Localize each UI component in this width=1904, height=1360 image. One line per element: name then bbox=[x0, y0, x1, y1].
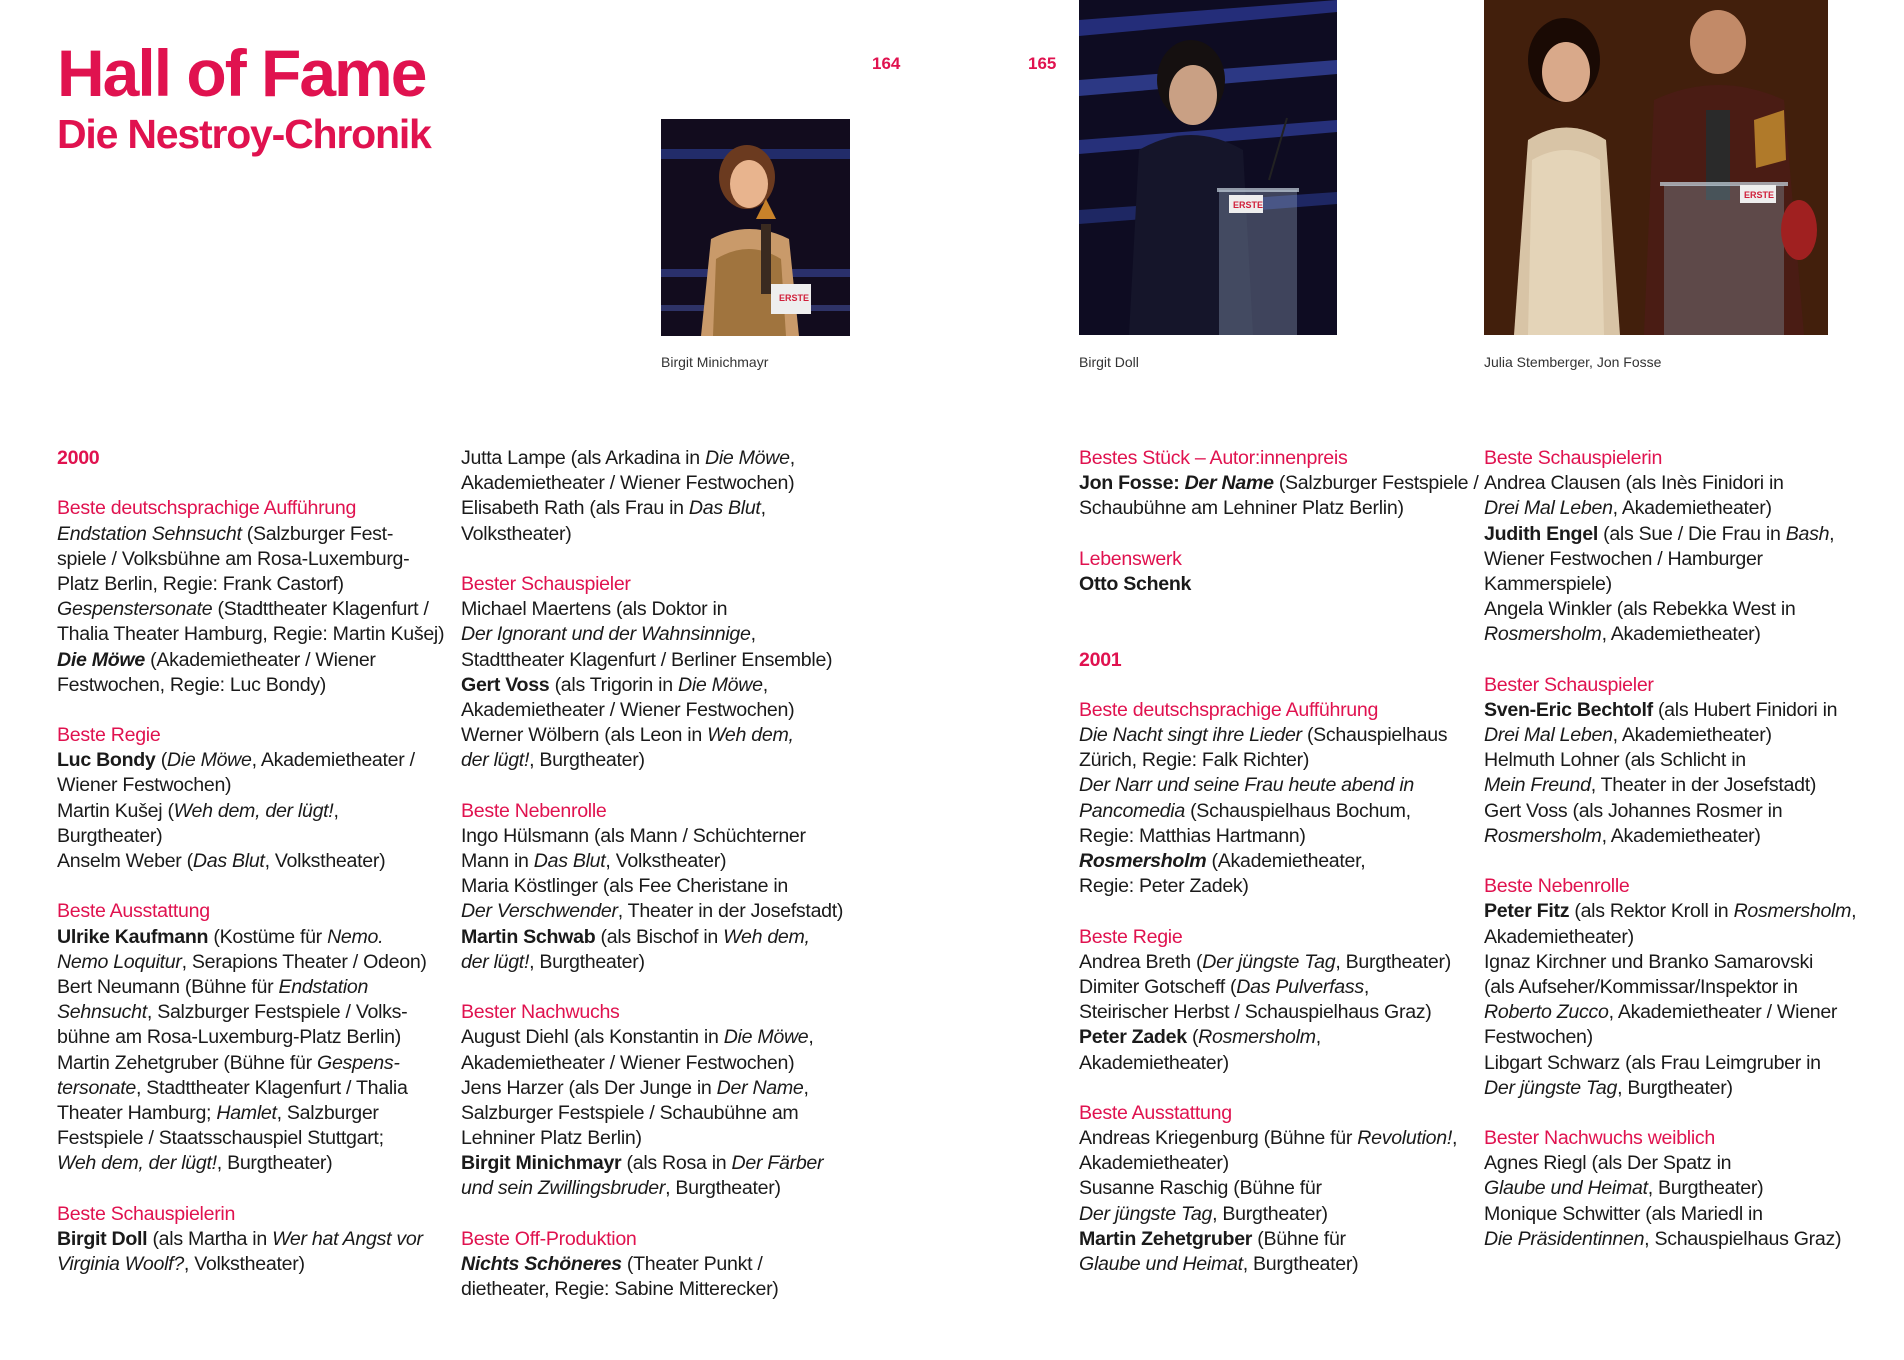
award-entry-line: Anselm Weber (Das Blut, Volkstheater) bbox=[57, 850, 386, 872]
spacer bbox=[57, 471, 444, 496]
award-entry-line: tersonate, Stadttheater Klagenfurt / Thalia bbox=[57, 1076, 408, 1099]
award-entry-line: Helmuth Lohner (als Schlicht in bbox=[1484, 749, 1746, 772]
award-entry-line: Sven-Eric Bechtolf (als Hubert Finidori in bbox=[1484, 698, 1838, 721]
award-entry-line: Drei Mal Leben, Akademietheater) bbox=[1484, 497, 1772, 520]
award-entry-line: Andreas Kriegenburg (Bühne für Revolution!, bbox=[1079, 1127, 1458, 1150]
award-entry-line: Burgtheater) bbox=[57, 824, 163, 847]
award-entry-line: Rosmersholm, Akademietheater) bbox=[1484, 824, 1761, 847]
award-entry-line: Bert Neumann (Bühne für Endstation bbox=[57, 975, 369, 998]
photo-2-badge: ERSTE bbox=[1233, 200, 1264, 210]
award-entry-line: Platz Berlin, Regie: Frank Castorf) bbox=[57, 572, 344, 595]
award-entry-line: Mein Freund, Theater in der Josefstadt) bbox=[1484, 774, 1817, 797]
category-heading: Beste Nebenrolle bbox=[461, 799, 607, 822]
award-entry-line: Der jüngste Tag, Burgtheater) bbox=[1484, 1076, 1733, 1099]
text-column-4 bbox=[1484, 446, 1856, 1252]
award-entry-line: Salzburger Festspiele / Schaubühne am bbox=[461, 1101, 799, 1124]
category-heading: Bestes Stück – Autor:innenpreis bbox=[1079, 447, 1348, 469]
page-subtitle: Die Nestroy-Chronik bbox=[57, 111, 431, 157]
award-entry-line: Der Ignorant und der Wahnsinnige, bbox=[461, 623, 756, 646]
award-entry-line: Ulrike Kaufmann (Kostüme für Nemo. bbox=[57, 925, 384, 948]
award-entry-line: spiele / Volksbühne am Rosa-Luxemburg- bbox=[57, 547, 410, 570]
award-entry-line: Roberto Zucco, Akademietheater / Wiener bbox=[1484, 1001, 1838, 1024]
award-entry-line: Birgit Doll (als Martha in Wer hat Angst vor bbox=[57, 1227, 423, 1250]
award-entry-line: Martin Kušej (Weh dem, der lügt!, bbox=[57, 799, 339, 822]
award-entry-line: Peter Fitz (als Rektor Kroll in Rosmersholm, bbox=[1484, 900, 1857, 923]
category-heading: Beste Regie bbox=[1079, 925, 1183, 948]
photo-birgit-minichmayr bbox=[661, 119, 850, 336]
photo-1-badge: ERSTE bbox=[779, 293, 810, 303]
award-entry-line: Rosmersholm (Akademietheater, bbox=[1079, 850, 1366, 872]
award-entry-line: Jon Fosse: Der Name (Salzburger Festspiele / bbox=[1079, 472, 1479, 495]
award-entry-line: Judith Engel (als Sue / Die Frau in Bash, bbox=[1484, 522, 1835, 545]
text-column-1 bbox=[57, 446, 444, 1277]
award-entry-line: Wiener Festwochen) bbox=[57, 774, 232, 797]
spacer bbox=[461, 773, 843, 798]
award-entry-line: Mann in Das Blut, Volkstheater) bbox=[461, 850, 727, 872]
award-entry-line: Regie: Matthias Hartmann) bbox=[1079, 824, 1306, 847]
page-number-left: 164 bbox=[872, 54, 901, 73]
award-entry-line: Virginia Woolf?, Volkstheater) bbox=[57, 1253, 305, 1275]
award-entry-line: Akademietheater) bbox=[1484, 925, 1634, 948]
category-heading: Bester Schauspieler bbox=[461, 572, 631, 595]
page-number-right: 165 bbox=[1028, 54, 1057, 73]
award-entry-line: Die Präsidentinnen, Schauspielhaus Graz) bbox=[1484, 1227, 1842, 1250]
award-entry-line: Kammerspiele) bbox=[1484, 572, 1612, 595]
award-entry-line: dietheater, Regie: Sabine Mitterecker) bbox=[461, 1278, 779, 1301]
award-entry-line: Jutta Lampe (als Arkadina in Die Möwe, bbox=[461, 447, 795, 469]
award-entry-line: Ingo Hülsmann (als Mann / Schüchterner bbox=[461, 824, 806, 847]
year-heading: 2000 bbox=[57, 447, 100, 469]
award-entry-line: Pancomedia (Schauspielhaus Bochum, bbox=[1079, 799, 1411, 822]
spacer bbox=[1484, 849, 1856, 874]
category-heading: Beste Schauspielerin bbox=[1484, 447, 1663, 469]
award-entry-line: Glaube und Heimat, Burgtheater) bbox=[1079, 1253, 1359, 1275]
category-heading: Beste Off-Produktion bbox=[461, 1227, 637, 1250]
spacer bbox=[461, 547, 843, 572]
award-entry-line: Elisabeth Rath (als Frau in Das Blut, bbox=[461, 497, 766, 520]
award-entry-line: Zürich, Regie: Falk Richter) bbox=[1079, 749, 1310, 772]
category-heading: Beste Regie bbox=[57, 724, 161, 747]
text-column-3 bbox=[1079, 446, 1479, 1277]
award-entry-line: der lügt!, Burgtheater) bbox=[461, 950, 645, 973]
category-heading: Bester Nachwuchs weiblich bbox=[1484, 1127, 1715, 1150]
award-entry-line: Angela Winkler (als Rebekka West in bbox=[1484, 598, 1796, 621]
award-entry-line: Stadttheater Klagenfurt / Berliner Ensemble) bbox=[461, 648, 833, 671]
award-entry-line: Luc Bondy (Die Möwe, Akademietheater / bbox=[57, 749, 415, 772]
award-entry-line: Susanne Raschig (Bühne für bbox=[1079, 1177, 1322, 1200]
category-heading: Beste Ausstattung bbox=[1079, 1101, 1232, 1124]
award-entry-line: Michael Maertens (als Doktor in bbox=[461, 598, 728, 621]
award-entry-line: Thalia Theater Hamburg, Regie: Martin Kušej) bbox=[57, 623, 445, 646]
spacer bbox=[1484, 1101, 1856, 1126]
photo-caption-2: Birgit Doll bbox=[1079, 354, 1139, 370]
spacer bbox=[57, 1176, 444, 1201]
award-entry-line: Theater Hamburg; Hamlet, Salzburger bbox=[57, 1101, 379, 1124]
spacer bbox=[57, 698, 444, 723]
photo-caption-3: Julia Stemberger, Jon Fosse bbox=[1484, 354, 1662, 370]
award-entry-line: Dimiter Gotscheff (Das Pulverfass, bbox=[1079, 975, 1369, 998]
award-entry-line: Jens Harzer (als Der Junge in Der Name, bbox=[461, 1076, 809, 1099]
spacer bbox=[461, 1202, 843, 1227]
award-entry-line: Ignaz Kirchner und Branko Samarovski bbox=[1484, 950, 1813, 973]
award-entry-line: Monique Schwitter (als Mariedl in bbox=[1484, 1202, 1763, 1225]
category-heading: Beste deutschsprachige Aufführung bbox=[1079, 698, 1379, 721]
award-entry-line: Steirischer Herbst / Schauspielhaus Graz) bbox=[1079, 1001, 1432, 1024]
award-entry-line: Birgit Minichmayr (als Rosa in Der Färber bbox=[461, 1152, 824, 1175]
award-entry-line: Martin Schwab (als Bischof in Weh dem, bbox=[461, 925, 810, 948]
award-entry-line: Der Verschwender, Theater in der Josefstadt) bbox=[461, 900, 844, 923]
award-entry-line: Martin Zehetgruber (Bühne für Gespens- bbox=[57, 1051, 400, 1074]
photo-3-badge: ERSTE bbox=[1744, 190, 1775, 200]
award-entry-line: Akademietheater / Wiener Festwochen) bbox=[461, 698, 795, 721]
spacer bbox=[1079, 899, 1479, 924]
award-entry-line: Andrea Clausen (als Inès Finidori in bbox=[1484, 472, 1784, 495]
photo-julia-stemberger-jon-fosse bbox=[1484, 0, 1828, 335]
award-entry-line: Gert Voss (als Trigorin in Die Möwe, bbox=[461, 673, 768, 696]
category-heading: Beste deutschsprachige Aufführung bbox=[57, 497, 357, 520]
year-heading: 2001 bbox=[1079, 648, 1122, 671]
award-entry-line: Schaubühne am Lehniner Platz Berlin) bbox=[1079, 497, 1404, 520]
award-entry-line: August Diehl (als Konstantin in Die Möwe, bbox=[461, 1026, 814, 1049]
award-entry-line: bühne am Rosa-Luxemburg-Platz Berlin) bbox=[57, 1026, 401, 1049]
spacer bbox=[1079, 1076, 1479, 1101]
award-entry-line: Werner Wölbern (als Leon in Weh dem, bbox=[461, 724, 794, 747]
spacer bbox=[1079, 622, 1479, 647]
award-entry-line: Nemo Loquitur, Serapions Theater / Odeon) bbox=[57, 950, 427, 973]
award-entry-line: Akademietheater / Wiener Festwochen) bbox=[461, 472, 795, 495]
category-heading: Bester Schauspieler bbox=[1484, 673, 1654, 696]
award-entry-line: Endstation Sehnsucht (Salzburger Fest- bbox=[57, 522, 394, 545]
spacer bbox=[1079, 673, 1479, 698]
spacer bbox=[461, 975, 843, 1000]
award-entry-line: Festwochen, Regie: Luc Bondy) bbox=[57, 673, 327, 696]
award-entry-line: Akademietheater / Wiener Festwochen) bbox=[461, 1051, 795, 1074]
award-entry-line: Akademietheater) bbox=[1079, 1051, 1229, 1074]
award-entry-line: Akademietheater) bbox=[1079, 1152, 1229, 1175]
award-entry-line: Agnes Riegl (als Der Spatz in bbox=[1484, 1152, 1732, 1175]
category-heading: Bester Nachwuchs bbox=[461, 1001, 620, 1024]
award-entry-line: Andrea Breth (Der jüngste Tag, Burgtheater) bbox=[1079, 950, 1451, 973]
award-entry-line: Lehniner Platz Berlin) bbox=[461, 1127, 642, 1150]
award-entry-line: Die Möwe (Akademietheater / Wiener bbox=[57, 648, 376, 671]
photo-birgit-doll bbox=[1079, 0, 1337, 335]
spacer bbox=[57, 874, 444, 899]
award-entry-line: Nichts Schöneres (Theater Punkt / bbox=[461, 1253, 763, 1275]
award-entry-line: Martin Zehetgruber (Bühne für bbox=[1079, 1227, 1346, 1250]
award-entry-line: Otto Schenk bbox=[1079, 572, 1192, 595]
award-entry-line: Volkstheater) bbox=[461, 522, 572, 545]
award-entry-line: Drei Mal Leben, Akademietheater) bbox=[1484, 724, 1772, 747]
category-heading: Lebenswerk bbox=[1079, 547, 1182, 570]
award-entry-line: Der jüngste Tag, Burgtheater) bbox=[1079, 1202, 1328, 1225]
page-title: Hall of Fame bbox=[57, 36, 426, 110]
award-entry-line: Weh dem, der lügt!, Burgtheater) bbox=[57, 1152, 333, 1175]
award-entry-line: Glaube und Heimat, Burgtheater) bbox=[1484, 1177, 1764, 1200]
photo-caption-1: Birgit Minichmayr bbox=[661, 354, 769, 370]
award-entry-line: Gespenstersonate (Stadttheater Klagenfurt / bbox=[57, 598, 429, 621]
award-entry-line: Wiener Festwochen / Hamburger bbox=[1484, 547, 1763, 570]
award-entry-line: Maria Köstlinger (als Fee Cheristane in bbox=[461, 875, 788, 898]
text-column-2 bbox=[461, 446, 843, 1302]
category-heading: Beste Ausstattung bbox=[57, 900, 210, 923]
award-entry-line: Festwochen) bbox=[1484, 1026, 1593, 1049]
award-entry-line: Regie: Peter Zadek) bbox=[1079, 875, 1249, 898]
award-entry-line: Peter Zadek (Rosmersholm, bbox=[1079, 1026, 1321, 1049]
spacer bbox=[1079, 597, 1479, 622]
spacer bbox=[1079, 522, 1479, 547]
award-entry-line: Die Nacht singt ihre Lieder (Schauspielhaus bbox=[1079, 724, 1448, 747]
category-heading: Beste Nebenrolle bbox=[1484, 875, 1630, 898]
award-entry-line: Festspiele / Staatsschauspiel Stuttgart; bbox=[57, 1127, 384, 1150]
award-entry-line: Libgart Schwarz (als Frau Leimgruber in bbox=[1484, 1051, 1821, 1074]
award-entry-line: Der Narr und seine Frau heute abend in bbox=[1079, 774, 1414, 797]
award-entry-line: und sein Zwillingsbruder, Burgtheater) bbox=[461, 1177, 781, 1200]
award-entry-line: (als Aufseher/Kommissar/Inspektor in bbox=[1484, 975, 1798, 998]
award-entry-line: der lügt!, Burgtheater) bbox=[461, 749, 645, 772]
award-entry-line: Gert Voss (als Johannes Rosmer in bbox=[1484, 799, 1783, 822]
award-entry-line: Rosmersholm, Akademietheater) bbox=[1484, 623, 1761, 646]
award-entry-line: Sehnsucht, Salzburger Festspiele / Volks- bbox=[57, 1001, 408, 1024]
spacer bbox=[1484, 648, 1856, 673]
category-heading: Beste Schauspielerin bbox=[57, 1202, 236, 1225]
